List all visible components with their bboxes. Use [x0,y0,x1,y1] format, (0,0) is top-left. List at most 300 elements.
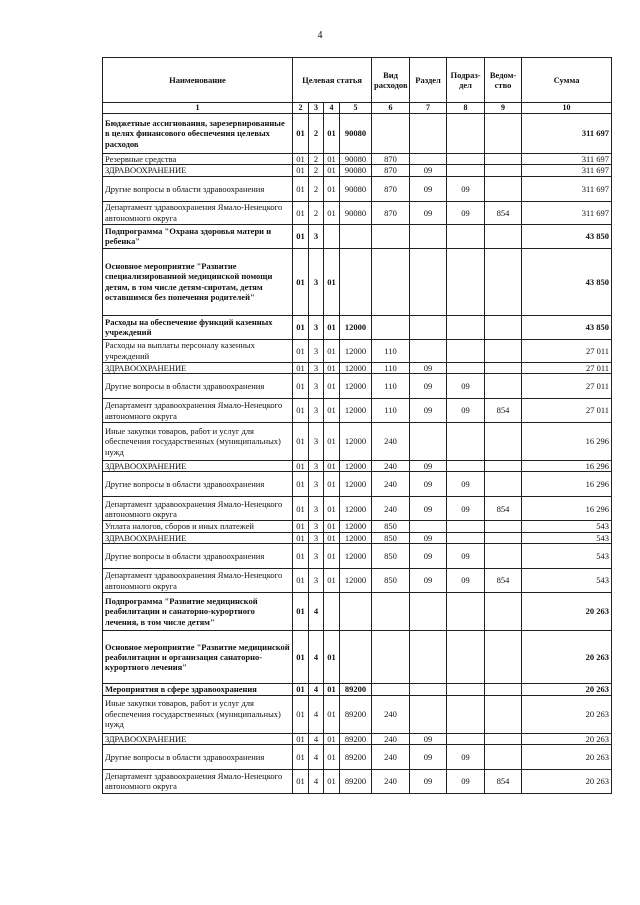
department-cell [485,339,522,362]
subsection-cell: 09 [447,744,485,769]
section-cell: 09 [410,569,447,593]
section-cell [410,339,447,362]
target-code-4: 90080 [340,154,372,165]
target-code-2: 2 [309,165,324,176]
amount-cell: 27 011 [522,362,612,373]
target-code-1: 01 [293,374,309,399]
table-row [103,399,612,423]
row-name: Департамент здравоохранения Ямало-Ненецкого автономного округа [103,497,293,521]
table-row [103,201,612,224]
row-name: Иные закупки товаров, работ и услуг для обеспечения государственных (муниципальных) нужд [103,695,293,733]
department-cell [485,631,522,684]
table-body [103,114,612,794]
table-row [103,176,612,201]
target-code-2: 2 [309,201,324,224]
subsection-cell: 09 [447,201,485,224]
subsection-cell [447,593,485,631]
target-code-2: 3 [309,374,324,399]
target-code-1: 01 [293,532,309,543]
target-code-3: 01 [324,399,340,423]
row-name: Департамент здравоохранения Ямало-Ненецкого автономного округа [103,201,293,224]
target-code-2: 3 [309,472,324,497]
expense-type-cell: 850 [372,532,410,543]
row-name: Подпрограмма "Охрана здоровья матери и ребенка" [103,224,293,248]
target-code-4: 89200 [340,733,372,744]
section-cell: 09 [410,744,447,769]
target-code-2: 2 [309,114,324,154]
department-cell [485,593,522,631]
subsection-cell: 09 [447,769,485,793]
amount-cell: 27 011 [522,399,612,423]
expense-type-cell: 870 [372,176,410,201]
header-department: Ведом-ство [485,58,522,103]
expense-type-cell: 240 [372,744,410,769]
row-name: Другие вопросы в области здравоохранения [103,374,293,399]
target-code-4: 12000 [340,339,372,362]
subsection-cell [447,114,485,154]
target-code-2: 3 [309,532,324,543]
target-code-2: 3 [309,339,324,362]
target-code-3: 01 [324,472,340,497]
subsection-cell [447,631,485,684]
expense-type-cell: 110 [372,362,410,373]
expense-type-cell: 870 [372,154,410,165]
header-section: Раздел [410,58,447,103]
department-cell [485,154,522,165]
row-name: Другие вопросы в области здравоохранения [103,744,293,769]
target-code-3: 01 [324,569,340,593]
expense-type-cell: 850 [372,569,410,593]
expense-type-cell: 240 [372,423,410,461]
section-cell: 09 [410,733,447,744]
column-number: 8 [447,103,485,114]
target-code-2: 4 [309,684,324,695]
header-expense-type: Вид расходов [372,58,410,103]
row-name: ЗДРАВООХРАНЕНИЕ [103,733,293,744]
target-code-3: 01 [324,165,340,176]
target-code-1: 01 [293,362,309,373]
target-code-2: 3 [309,224,324,248]
subsection-cell: 09 [447,544,485,569]
amount-cell: 16 296 [522,497,612,521]
subsection-cell [447,315,485,339]
department-cell [485,176,522,201]
target-code-1: 01 [293,684,309,695]
expense-type-cell: 870 [372,201,410,224]
target-code-1: 01 [293,521,309,532]
department-cell [485,532,522,543]
column-number: 2 [293,103,309,114]
row-name: Мероприятия в сфере здравоохранения [103,684,293,695]
target-code-1: 01 [293,165,309,176]
target-code-1: 01 [293,201,309,224]
department-cell [485,315,522,339]
department-cell [485,114,522,154]
expense-type-cell [372,593,410,631]
table-row [103,248,612,315]
department-cell [485,248,522,315]
target-code-3: 01 [324,339,340,362]
subsection-cell [447,165,485,176]
target-code-4 [340,248,372,315]
expense-type-cell [372,631,410,684]
department-cell: 854 [485,399,522,423]
section-cell: 09 [410,461,447,472]
table-row [103,461,612,472]
subsection-cell: 09 [447,374,485,399]
target-code-2: 4 [309,695,324,733]
subsection-cell [447,521,485,532]
table-row [103,315,612,339]
row-name: Другие вопросы в области здравоохранения [103,544,293,569]
department-cell [485,165,522,176]
section-cell [410,224,447,248]
target-code-4 [340,631,372,684]
target-code-3: 01 [324,521,340,532]
department-cell [485,461,522,472]
section-cell [410,521,447,532]
amount-cell: 27 011 [522,339,612,362]
department-cell [485,695,522,733]
target-code-2: 4 [309,631,324,684]
amount-cell: 20 263 [522,733,612,744]
row-name: Уплата налогов, сборов и иных платежей [103,521,293,532]
target-code-2: 3 [309,248,324,315]
section-cell [410,315,447,339]
amount-cell: 20 263 [522,769,612,793]
expense-type-cell: 870 [372,165,410,176]
target-code-2: 3 [309,544,324,569]
department-cell [485,544,522,569]
section-cell: 09 [410,532,447,543]
table-row [103,593,612,631]
subsection-cell: 09 [447,497,485,521]
target-code-3: 01 [324,733,340,744]
expense-type-cell [372,114,410,154]
column-number: 10 [522,103,612,114]
target-code-2: 3 [309,362,324,373]
department-cell [485,733,522,744]
section-cell: 09 [410,497,447,521]
department-cell [485,423,522,461]
subsection-cell: 09 [447,399,485,423]
row-name: Департамент здравоохранения Ямало-Ненецкого автономного округа [103,569,293,593]
target-code-3: 01 [324,497,340,521]
target-code-2: 3 [309,521,324,532]
row-name: ЗДРАВООХРАНЕНИЕ [103,165,293,176]
target-code-4: 12000 [340,423,372,461]
target-code-4: 90080 [340,201,372,224]
amount-cell: 543 [522,532,612,543]
section-cell: 09 [410,201,447,224]
section-cell: 09 [410,769,447,793]
amount-cell: 311 697 [522,201,612,224]
table-row [103,544,612,569]
target-code-2: 3 [309,569,324,593]
expense-type-cell: 240 [372,733,410,744]
table-row [103,569,612,593]
target-code-4: 12000 [340,362,372,373]
department-cell [485,224,522,248]
subsection-cell: 09 [447,472,485,497]
table-row [103,423,612,461]
target-code-3: 01 [324,769,340,793]
target-code-1: 01 [293,569,309,593]
target-code-1: 01 [293,339,309,362]
department-cell: 854 [485,769,522,793]
target-code-3: 01 [324,423,340,461]
subsection-cell [447,695,485,733]
target-code-1: 01 [293,631,309,684]
expense-type-cell: 240 [372,461,410,472]
section-cell [410,593,447,631]
target-code-1: 01 [293,399,309,423]
target-code-4: 89200 [340,695,372,733]
subsection-cell [447,362,485,373]
row-name: Департамент здравоохранения Ямало-Ненецкого автономного округа [103,399,293,423]
target-code-3: 01 [324,201,340,224]
header-subsection: Подраз-дел [447,58,485,103]
expense-type-cell: 110 [372,399,410,423]
table-row [103,339,612,362]
subsection-cell [447,532,485,543]
target-code-3: 01 [324,374,340,399]
row-name: ЗДРАВООХРАНЕНИЕ [103,532,293,543]
section-cell: 09 [410,362,447,373]
target-code-4: 89200 [340,769,372,793]
target-code-3: 01 [324,532,340,543]
target-code-3: 01 [324,544,340,569]
expense-type-cell [372,224,410,248]
department-cell [485,374,522,399]
target-code-1: 01 [293,544,309,569]
target-code-4: 12000 [340,399,372,423]
subsection-cell [447,248,485,315]
amount-cell: 16 296 [522,472,612,497]
table-row [103,769,612,793]
column-number: 3 [309,103,324,114]
target-code-1: 01 [293,695,309,733]
amount-cell: 543 [522,544,612,569]
subsection-cell [447,684,485,695]
target-code-2: 2 [309,176,324,201]
department-cell: 854 [485,497,522,521]
row-name: Основное мероприятие "Развитие медицинской реабилитации и организация санаторно-курортного лечения" [103,631,293,684]
row-name: Резервные средства [103,154,293,165]
target-code-2: 4 [309,744,324,769]
column-number: 5 [340,103,372,114]
department-cell [485,362,522,373]
subsection-cell [447,423,485,461]
department-cell: 854 [485,201,522,224]
table-row [103,497,612,521]
target-code-4: 89200 [340,744,372,769]
column-number: 6 [372,103,410,114]
table-row [103,521,612,532]
section-cell: 09 [410,544,447,569]
amount-cell: 20 263 [522,631,612,684]
subsection-cell: 09 [447,176,485,201]
target-code-1: 01 [293,497,309,521]
table-row [103,733,612,744]
header-name: Наименование [103,58,293,103]
header-amount: Сумма [522,58,612,103]
target-code-4: 12000 [340,472,372,497]
target-code-2: 3 [309,497,324,521]
target-code-2: 4 [309,769,324,793]
row-name: Другие вопросы в области здравоохранения [103,176,293,201]
column-number: 7 [410,103,447,114]
expense-type-cell: 850 [372,521,410,532]
amount-cell: 20 263 [522,684,612,695]
row-name: Основное мероприятие "Развитие специализированной медицинской помощи детям, в том числе детям-сиротам, детям оставшимся без попечения родителей" [103,248,293,315]
expense-type-cell: 110 [372,374,410,399]
target-code-2: 3 [309,423,324,461]
column-number: 4 [324,103,340,114]
row-name: Департамент здравоохранения Ямало-Ненецкого автономного округа [103,769,293,793]
target-code-4: 12000 [340,461,372,472]
target-code-1: 01 [293,744,309,769]
target-code-4: 90080 [340,165,372,176]
target-code-4: 90080 [340,176,372,201]
department-cell [485,744,522,769]
expense-type-cell: 240 [372,497,410,521]
target-code-3: 01 [324,114,340,154]
target-code-4: 12000 [340,532,372,543]
target-code-1: 01 [293,114,309,154]
expense-type-cell: 240 [372,695,410,733]
amount-cell: 20 263 [522,695,612,733]
column-numbers-row [103,103,612,114]
expense-type-cell [372,248,410,315]
target-code-2: 3 [309,315,324,339]
subsection-cell [447,224,485,248]
section-cell: 09 [410,374,447,399]
target-code-4: 12000 [340,374,372,399]
header-row [103,58,612,103]
target-code-1: 01 [293,248,309,315]
table-row [103,631,612,684]
amount-cell: 311 697 [522,176,612,201]
row-name: Другие вопросы в области здравоохранения [103,472,293,497]
page-number: 4 [317,30,323,41]
target-code-1: 01 [293,315,309,339]
expense-type-cell [372,684,410,695]
table-row [103,374,612,399]
expense-type-cell: 850 [372,544,410,569]
target-code-2: 4 [309,733,324,744]
department-cell [485,472,522,497]
amount-cell: 16 296 [522,423,612,461]
expense-type-cell: 240 [372,472,410,497]
row-name: Подпрограмма "Развитие медицинской реабилитации и санаторно-курортного лечения, в том числе детям" [103,593,293,631]
table-row [103,532,612,543]
section-cell [410,695,447,733]
target-code-1: 01 [293,733,309,744]
section-cell: 09 [410,176,447,201]
amount-cell: 311 697 [522,114,612,154]
section-cell: 09 [410,399,447,423]
target-code-1: 01 [293,461,309,472]
section-cell: 09 [410,165,447,176]
target-code-1: 01 [293,224,309,248]
expense-type-cell [372,315,410,339]
table-row [103,744,612,769]
target-code-1: 01 [293,593,309,631]
row-name: Иные закупки товаров, работ и услуг для обеспечения государственных (муниципальных) нужд [103,423,293,461]
target-code-1: 01 [293,176,309,201]
target-code-4 [340,224,372,248]
target-code-2: 3 [309,461,324,472]
target-code-4: 12000 [340,521,372,532]
row-name: ЗДРАВООХРАНЕНИЕ [103,362,293,373]
subsection-cell [447,339,485,362]
section-cell [410,154,447,165]
table-row [103,154,612,165]
target-code-4: 12000 [340,497,372,521]
amount-cell: 27 011 [522,374,612,399]
table-row [103,114,612,154]
expense-type-cell: 110 [372,339,410,362]
target-code-3 [324,593,340,631]
section-cell: 09 [410,472,447,497]
section-cell [410,114,447,154]
subsection-cell [447,154,485,165]
target-code-4: 89200 [340,684,372,695]
target-code-3: 01 [324,315,340,339]
target-code-2: 2 [309,154,324,165]
table-row [103,362,612,373]
target-code-3: 01 [324,631,340,684]
subsection-cell: 09 [447,569,485,593]
row-name: Расходы на выплаты персоналу казенных учреждений [103,339,293,362]
department-cell: 854 [485,569,522,593]
target-code-1: 01 [293,423,309,461]
department-cell [485,521,522,532]
target-code-4: 12000 [340,569,372,593]
table-row [103,472,612,497]
budget-table [102,57,612,794]
header-target-article: Целевая статья [293,58,372,103]
target-code-3 [324,224,340,248]
target-code-3: 01 [324,154,340,165]
target-code-1: 01 [293,769,309,793]
target-code-1: 01 [293,154,309,165]
target-code-4: 12000 [340,544,372,569]
section-cell [410,631,447,684]
target-code-1: 01 [293,472,309,497]
row-name: Расходы на обеспечение функций казенных учреждений [103,315,293,339]
amount-cell: 543 [522,569,612,593]
table-row [103,224,612,248]
amount-cell: 20 263 [522,593,612,631]
target-code-3: 01 [324,695,340,733]
subsection-cell [447,461,485,472]
target-code-3: 01 [324,684,340,695]
target-code-4: 90080 [340,114,372,154]
column-number: 9 [485,103,522,114]
target-code-4 [340,593,372,631]
table-row [103,165,612,176]
section-cell [410,248,447,315]
column-number: 1 [103,103,293,114]
row-name: Бюджетные ассигнования, зарезервированные в целях финансового обеспечения целевых расходов [103,114,293,154]
target-code-3: 01 [324,176,340,201]
amount-cell: 43 850 [522,224,612,248]
amount-cell: 43 850 [522,248,612,315]
expense-type-cell: 240 [372,769,410,793]
target-code-2: 3 [309,399,324,423]
